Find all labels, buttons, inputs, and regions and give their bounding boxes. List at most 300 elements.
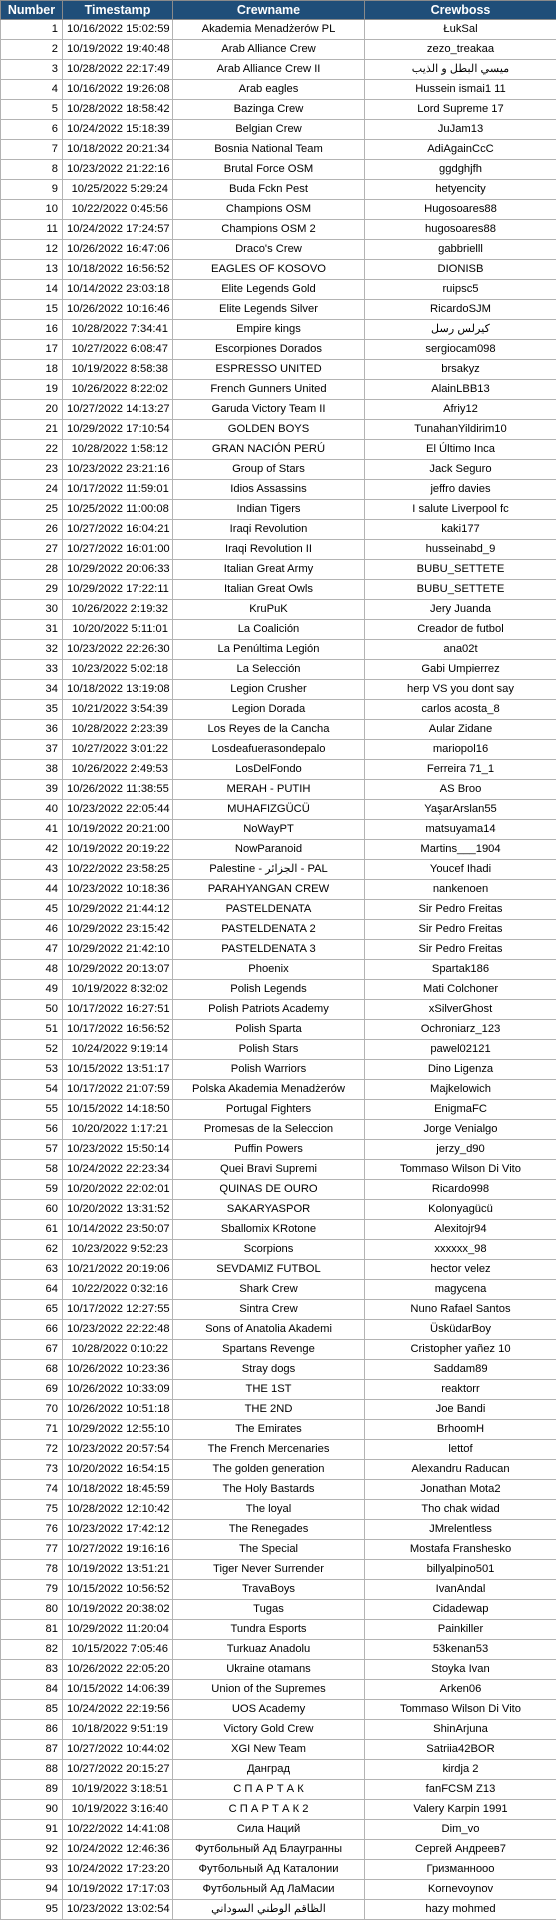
- cell-timestamp[interactable]: 10/22/2022 23:58:25: [63, 860, 173, 880]
- cell-crewboss[interactable]: كيرلس رسل: [365, 320, 556, 340]
- cell-number[interactable]: 75: [1, 1500, 63, 1520]
- cell-timestamp[interactable]: 10/24/2022 22:19:56: [63, 1700, 173, 1720]
- cell-number[interactable]: 4: [1, 80, 63, 100]
- cell-crewboss[interactable]: ميسي البطل و الذيب: [365, 60, 556, 80]
- cell-timestamp[interactable]: 10/28/2022 0:10:22: [63, 1340, 173, 1360]
- cell-crewname[interactable]: TravaBoys: [173, 1580, 365, 1600]
- cell-timestamp[interactable]: 10/26/2022 16:47:06: [63, 240, 173, 260]
- cell-number[interactable]: 92: [1, 1840, 63, 1860]
- cell-number[interactable]: 13: [1, 260, 63, 280]
- cell-crewname[interactable]: Ukraine otamans: [173, 1660, 365, 1680]
- cell-number[interactable]: 22: [1, 440, 63, 460]
- header-crewname[interactable]: Crewname: [173, 1, 365, 20]
- cell-crewboss[interactable]: jeffro davies: [365, 480, 556, 500]
- cell-crewname[interactable]: QUINAS DE OURO: [173, 1180, 365, 1200]
- cell-timestamp[interactable]: 10/15/2022 7:05:46: [63, 1640, 173, 1660]
- cell-crewboss[interactable]: hector velez: [365, 1260, 556, 1280]
- cell-crewboss[interactable]: hetyencity: [365, 180, 556, 200]
- cell-crewboss[interactable]: BUBU_SETTETE: [365, 560, 556, 580]
- cell-crewname[interactable]: Polish Warriors: [173, 1060, 365, 1080]
- cell-number[interactable]: 84: [1, 1680, 63, 1700]
- cell-timestamp[interactable]: 10/29/2022 21:44:12: [63, 900, 173, 920]
- cell-crewname[interactable]: Puffin Powers: [173, 1140, 365, 1160]
- cell-crewboss[interactable]: Ochroniarz_123: [365, 1020, 556, 1040]
- cell-crewboss[interactable]: Hugosoares88: [365, 200, 556, 220]
- cell-timestamp[interactable]: 10/27/2022 10:44:02: [63, 1740, 173, 1760]
- cell-number[interactable]: 19: [1, 380, 63, 400]
- cell-number[interactable]: 7: [1, 140, 63, 160]
- cell-crewname[interactable]: SAKARYASPOR: [173, 1200, 365, 1220]
- cell-timestamp[interactable]: 10/28/2022 22:17:49: [63, 60, 173, 80]
- cell-crewboss[interactable]: herp VS you dont say: [365, 680, 556, 700]
- cell-timestamp[interactable]: 10/29/2022 11:20:04: [63, 1620, 173, 1640]
- cell-crewname[interactable]: Indian Tigers: [173, 500, 365, 520]
- cell-timestamp[interactable]: 10/19/2022 3:18:51: [63, 1780, 173, 1800]
- cell-crewboss[interactable]: fanFCSM Z13: [365, 1780, 556, 1800]
- cell-timestamp[interactable]: 10/17/2022 12:27:55: [63, 1300, 173, 1320]
- cell-crewname[interactable]: LosDelFondo: [173, 760, 365, 780]
- cell-timestamp[interactable]: 10/20/2022 22:02:01: [63, 1180, 173, 1200]
- cell-crewboss[interactable]: Ferreira 71_1: [365, 760, 556, 780]
- cell-crewname[interactable]: Los Reyes de la Cancha: [173, 720, 365, 740]
- cell-number[interactable]: 74: [1, 1480, 63, 1500]
- cell-crewname[interactable]: Футбольный Ад ЛаМасии: [173, 1880, 365, 1900]
- cell-number[interactable]: 86: [1, 1720, 63, 1740]
- cell-crewname[interactable]: PASTELDENATA: [173, 900, 365, 920]
- cell-crewboss[interactable]: Painkiller: [365, 1620, 556, 1640]
- cell-crewboss[interactable]: reaktorr: [365, 1380, 556, 1400]
- cell-timestamp[interactable]: 10/20/2022 16:54:15: [63, 1460, 173, 1480]
- cell-number[interactable]: 2: [1, 40, 63, 60]
- cell-crewname[interactable]: Футбольный Ад Блаугранны: [173, 1840, 365, 1860]
- cell-crewname[interactable]: Shark Crew: [173, 1280, 365, 1300]
- cell-number[interactable]: 93: [1, 1860, 63, 1880]
- cell-timestamp[interactable]: 10/24/2022 22:23:34: [63, 1160, 173, 1180]
- cell-timestamp[interactable]: 10/18/2022 20:21:34: [63, 140, 173, 160]
- cell-crewboss[interactable]: Arken06: [365, 1680, 556, 1700]
- cell-crewboss[interactable]: Cristopher yañez 10: [365, 1340, 556, 1360]
- cell-number[interactable]: 41: [1, 820, 63, 840]
- cell-crewboss[interactable]: JuJam13: [365, 120, 556, 140]
- cell-timestamp[interactable]: 10/17/2022 16:27:51: [63, 1000, 173, 1020]
- cell-crewboss[interactable]: kirdja 2: [365, 1760, 556, 1780]
- cell-crewname[interactable]: Polish Sparta: [173, 1020, 365, 1040]
- cell-crewname[interactable]: Empire kings: [173, 320, 365, 340]
- cell-crewboss[interactable]: magycena: [365, 1280, 556, 1300]
- cell-crewboss[interactable]: Alexandru Raducan: [365, 1460, 556, 1480]
- cell-crewname[interactable]: Сила Наций: [173, 1820, 365, 1840]
- cell-crewname[interactable]: The Renegades: [173, 1520, 365, 1540]
- cell-crewname[interactable]: THE 1ST: [173, 1380, 365, 1400]
- cell-crewname[interactable]: Champions OSM: [173, 200, 365, 220]
- cell-timestamp[interactable]: 10/26/2022 2:49:53: [63, 760, 173, 780]
- cell-crewname[interactable]: Arab eagles: [173, 80, 365, 100]
- cell-number[interactable]: 28: [1, 560, 63, 580]
- cell-crewboss[interactable]: Hussein ismai1 11: [365, 80, 556, 100]
- cell-crewboss[interactable]: Gabi Umpierrez: [365, 660, 556, 680]
- cell-crewboss[interactable]: Majkelowich: [365, 1080, 556, 1100]
- cell-crewname[interactable]: The Emirates: [173, 1420, 365, 1440]
- cell-crewname[interactable]: Palestine - الجزائر - PAL: [173, 860, 365, 880]
- cell-crewboss[interactable]: Saddam89: [365, 1360, 556, 1380]
- cell-crewname[interactable]: MERAH - PUTIH: [173, 780, 365, 800]
- cell-timestamp[interactable]: 10/27/2022 19:16:16: [63, 1540, 173, 1560]
- cell-timestamp[interactable]: 10/23/2022 22:22:48: [63, 1320, 173, 1340]
- cell-number[interactable]: 61: [1, 1220, 63, 1240]
- cell-timestamp[interactable]: 10/23/2022 10:18:36: [63, 880, 173, 900]
- cell-crewname[interactable]: Elite Legends Gold: [173, 280, 365, 300]
- cell-crewname[interactable]: GRAN NACIÓN PERÚ: [173, 440, 365, 460]
- cell-timestamp[interactable]: 10/26/2022 2:19:32: [63, 600, 173, 620]
- cell-crewname[interactable]: Iraqi Revolution II: [173, 540, 365, 560]
- cell-crewboss[interactable]: Joe Bandi: [365, 1400, 556, 1420]
- cell-timestamp[interactable]: 10/14/2022 23:50:07: [63, 1220, 173, 1240]
- cell-number[interactable]: 11: [1, 220, 63, 240]
- cell-crewboss[interactable]: xxxxxx_98: [365, 1240, 556, 1260]
- cell-crewname[interactable]: KruPuK: [173, 600, 365, 620]
- cell-crewname[interactable]: С П А Р Т А К: [173, 1780, 365, 1800]
- cell-crewname[interactable]: La Penúltima Legión: [173, 640, 365, 660]
- cell-number[interactable]: 17: [1, 340, 63, 360]
- cell-crewname[interactable]: ESPRESSO UNITED: [173, 360, 365, 380]
- cell-crewname[interactable]: Italian Great Owls: [173, 580, 365, 600]
- cell-crewboss[interactable]: kaki177: [365, 520, 556, 540]
- cell-crewname[interactable]: La Coalición: [173, 620, 365, 640]
- cell-crewboss[interactable]: Spartak186: [365, 960, 556, 980]
- cell-timestamp[interactable]: 10/27/2022 3:01:22: [63, 740, 173, 760]
- cell-timestamp[interactable]: 10/17/2022 11:59:01: [63, 480, 173, 500]
- cell-number[interactable]: 91: [1, 1820, 63, 1840]
- cell-crewboss[interactable]: JMrelentless: [365, 1520, 556, 1540]
- cell-number[interactable]: 88: [1, 1760, 63, 1780]
- cell-timestamp[interactable]: 10/26/2022 10:16:46: [63, 300, 173, 320]
- cell-timestamp[interactable]: 10/23/2022 9:52:23: [63, 1240, 173, 1260]
- cell-number[interactable]: 65: [1, 1300, 63, 1320]
- cell-number[interactable]: 62: [1, 1240, 63, 1260]
- cell-timestamp[interactable]: 10/29/2022 20:06:33: [63, 560, 173, 580]
- header-crewboss[interactable]: Crewboss: [365, 1, 556, 20]
- cell-timestamp[interactable]: 10/21/2022 20:19:06: [63, 1260, 173, 1280]
- cell-number[interactable]: 73: [1, 1460, 63, 1480]
- cell-number[interactable]: 47: [1, 940, 63, 960]
- cell-crewname[interactable]: Sons of Anatolia Akademi: [173, 1320, 365, 1340]
- cell-crewboss[interactable]: ruipsc5: [365, 280, 556, 300]
- cell-crewboss[interactable]: Sir Pedro Freitas: [365, 900, 556, 920]
- cell-number[interactable]: 31: [1, 620, 63, 640]
- cell-timestamp[interactable]: 10/27/2022 14:13:27: [63, 400, 173, 420]
- cell-timestamp[interactable]: 10/26/2022 10:51:18: [63, 1400, 173, 1420]
- cell-timestamp[interactable]: 10/26/2022 10:23:36: [63, 1360, 173, 1380]
- cell-crewname[interactable]: La Selección: [173, 660, 365, 680]
- cell-crewboss[interactable]: Cidadewap: [365, 1600, 556, 1620]
- cell-timestamp[interactable]: 10/26/2022 8:22:02: [63, 380, 173, 400]
- cell-crewname[interactable]: Brutal Force OSM: [173, 160, 365, 180]
- cell-crewboss[interactable]: Jonathan Mota2: [365, 1480, 556, 1500]
- cell-number[interactable]: 82: [1, 1640, 63, 1660]
- cell-number[interactable]: 83: [1, 1660, 63, 1680]
- cell-number[interactable]: 56: [1, 1120, 63, 1140]
- cell-timestamp[interactable]: 10/22/2022 14:41:08: [63, 1820, 173, 1840]
- cell-crewboss[interactable]: Dim_vo: [365, 1820, 556, 1840]
- cell-crewboss[interactable]: AS Broo: [365, 780, 556, 800]
- cell-crewname[interactable]: The loyal: [173, 1500, 365, 1520]
- cell-crewname[interactable]: С П А Р Т А К 2: [173, 1800, 365, 1820]
- cell-crewboss[interactable]: Alexitojr94: [365, 1220, 556, 1240]
- cell-number[interactable]: 95: [1, 1900, 63, 1920]
- cell-timestamp[interactable]: 10/29/2022 12:55:10: [63, 1420, 173, 1440]
- cell-number[interactable]: 70: [1, 1400, 63, 1420]
- cell-number[interactable]: 34: [1, 680, 63, 700]
- cell-timestamp[interactable]: 10/28/2022 12:10:42: [63, 1500, 173, 1520]
- cell-crewname[interactable]: Garuda Victory Team II: [173, 400, 365, 420]
- cell-crewname[interactable]: The French Mercenaries: [173, 1440, 365, 1460]
- cell-crewboss[interactable]: sergiocam098: [365, 340, 556, 360]
- cell-timestamp[interactable]: 10/23/2022 5:02:18: [63, 660, 173, 680]
- cell-number[interactable]: 81: [1, 1620, 63, 1640]
- cell-crewname[interactable]: Turkuaz Anadolu: [173, 1640, 365, 1660]
- cell-number[interactable]: 5: [1, 100, 63, 120]
- cell-number[interactable]: 46: [1, 920, 63, 940]
- cell-crewboss[interactable]: I salute Liverpool fc: [365, 500, 556, 520]
- cell-number[interactable]: 38: [1, 760, 63, 780]
- cell-crewname[interactable]: Arab Alliance Crew II: [173, 60, 365, 80]
- cell-crewboss[interactable]: Sir Pedro Freitas: [365, 920, 556, 940]
- cell-crewname[interactable]: Idios Assassins: [173, 480, 365, 500]
- cell-crewboss[interactable]: ggdghjfh: [365, 160, 556, 180]
- cell-crewboss[interactable]: AdiAgainCcC: [365, 140, 556, 160]
- cell-timestamp[interactable]: 10/23/2022 20:57:54: [63, 1440, 173, 1460]
- cell-crewname[interactable]: The Holy Bastards: [173, 1480, 365, 1500]
- cell-number[interactable]: 6: [1, 120, 63, 140]
- cell-number[interactable]: 94: [1, 1880, 63, 1900]
- cell-number[interactable]: 18: [1, 360, 63, 380]
- cell-crewboss[interactable]: ÜsküdarBoy: [365, 1320, 556, 1340]
- cell-crewname[interactable]: Stray dogs: [173, 1360, 365, 1380]
- cell-crewboss[interactable]: Jery Juanda: [365, 600, 556, 620]
- cell-number[interactable]: 14: [1, 280, 63, 300]
- cell-crewboss[interactable]: Mati Colchoner: [365, 980, 556, 1000]
- cell-number[interactable]: 60: [1, 1200, 63, 1220]
- cell-crewboss[interactable]: pawel02121: [365, 1040, 556, 1060]
- cell-timestamp[interactable]: 10/18/2022 13:19:08: [63, 680, 173, 700]
- cell-timestamp[interactable]: 10/25/2022 11:00:08: [63, 500, 173, 520]
- cell-number[interactable]: 54: [1, 1080, 63, 1100]
- cell-crewname[interactable]: GOLDEN BOYS: [173, 420, 365, 440]
- cell-timestamp[interactable]: 10/15/2022 10:56:52: [63, 1580, 173, 1600]
- cell-timestamp[interactable]: 10/29/2022 20:13:07: [63, 960, 173, 980]
- cell-crewboss[interactable]: ŁukSal: [365, 20, 556, 40]
- cell-timestamp[interactable]: 10/19/2022 3:16:40: [63, 1800, 173, 1820]
- cell-crewname[interactable]: NowParanoid: [173, 840, 365, 860]
- cell-crewboss[interactable]: jerzy_d90: [365, 1140, 556, 1160]
- cell-number[interactable]: 26: [1, 520, 63, 540]
- cell-timestamp[interactable]: 10/21/2022 3:54:39: [63, 700, 173, 720]
- cell-crewname[interactable]: Akademia Menadżerów PL: [173, 20, 365, 40]
- cell-timestamp[interactable]: 10/16/2022 19:26:08: [63, 80, 173, 100]
- cell-crewboss[interactable]: Tommaso Wilson Di Vito: [365, 1700, 556, 1720]
- cell-crewboss[interactable]: Stoyka Ivan: [365, 1660, 556, 1680]
- cell-timestamp[interactable]: 10/23/2022 17:42:12: [63, 1520, 173, 1540]
- cell-number[interactable]: 27: [1, 540, 63, 560]
- cell-number[interactable]: 53: [1, 1060, 63, 1080]
- cell-crewboss[interactable]: Aular Zidane: [365, 720, 556, 740]
- cell-number[interactable]: 72: [1, 1440, 63, 1460]
- cell-number[interactable]: 44: [1, 880, 63, 900]
- cell-timestamp[interactable]: 10/28/2022 7:34:41: [63, 320, 173, 340]
- cell-number[interactable]: 63: [1, 1260, 63, 1280]
- cell-number[interactable]: 35: [1, 700, 63, 720]
- cell-crewboss[interactable]: Tho chak widad: [365, 1500, 556, 1520]
- cell-number[interactable]: 71: [1, 1420, 63, 1440]
- cell-timestamp[interactable]: 10/26/2022 22:05:20: [63, 1660, 173, 1680]
- cell-number[interactable]: 85: [1, 1700, 63, 1720]
- cell-crewname[interactable]: Victory Gold Crew: [173, 1720, 365, 1740]
- cell-crewboss[interactable]: Kolonyagücü: [365, 1200, 556, 1220]
- cell-number[interactable]: 25: [1, 500, 63, 520]
- cell-crewname[interactable]: French Gunners United: [173, 380, 365, 400]
- cell-number[interactable]: 24: [1, 480, 63, 500]
- cell-number[interactable]: 77: [1, 1540, 63, 1560]
- cell-crewname[interactable]: Champions OSM 2: [173, 220, 365, 240]
- cell-crewboss[interactable]: Lord Supreme 17: [365, 100, 556, 120]
- cell-timestamp[interactable]: 10/26/2022 10:33:09: [63, 1380, 173, 1400]
- cell-number[interactable]: 76: [1, 1520, 63, 1540]
- cell-crewname[interactable]: Losdeafuerasondepalo: [173, 740, 365, 760]
- cell-crewname[interactable]: Sintra Crew: [173, 1300, 365, 1320]
- cell-crewname[interactable]: Sballomix KRotone: [173, 1220, 365, 1240]
- cell-crewboss[interactable]: Nuno Rafael Santos: [365, 1300, 556, 1320]
- cell-crewname[interactable]: THE 2ND: [173, 1400, 365, 1420]
- cell-number[interactable]: 36: [1, 720, 63, 740]
- cell-crewname[interactable]: Legion Dorada: [173, 700, 365, 720]
- cell-number[interactable]: 10: [1, 200, 63, 220]
- cell-number[interactable]: 21: [1, 420, 63, 440]
- cell-timestamp[interactable]: 10/27/2022 16:04:21: [63, 520, 173, 540]
- cell-crewname[interactable]: Tiger Never Surrender: [173, 1560, 365, 1580]
- cell-timestamp[interactable]: 10/29/2022 23:15:42: [63, 920, 173, 940]
- cell-crewboss[interactable]: Afriy12: [365, 400, 556, 420]
- cell-number[interactable]: 43: [1, 860, 63, 880]
- cell-crewname[interactable]: Arab Alliance Crew: [173, 40, 365, 60]
- cell-timestamp[interactable]: 10/23/2022 21:22:16: [63, 160, 173, 180]
- cell-timestamp[interactable]: 10/19/2022 20:38:02: [63, 1600, 173, 1620]
- cell-crewboss[interactable]: BUBU_SETTETE: [365, 580, 556, 600]
- cell-crewboss[interactable]: husseinabd_9: [365, 540, 556, 560]
- cell-number[interactable]: 8: [1, 160, 63, 180]
- cell-timestamp[interactable]: 10/24/2022 17:23:20: [63, 1860, 173, 1880]
- cell-timestamp[interactable]: 10/19/2022 20:21:00: [63, 820, 173, 840]
- cell-timestamp[interactable]: 10/27/2022 6:08:47: [63, 340, 173, 360]
- cell-timestamp[interactable]: 10/23/2022 13:02:54: [63, 1900, 173, 1920]
- cell-crewboss[interactable]: ShinArjuna: [365, 1720, 556, 1740]
- cell-crewboss[interactable]: carlos acosta_8: [365, 700, 556, 720]
- cell-timestamp[interactable]: 10/14/2022 23:03:18: [63, 280, 173, 300]
- cell-timestamp[interactable]: 10/22/2022 0:45:56: [63, 200, 173, 220]
- cell-crewname[interactable]: SEVDAMIZ FUTBOL: [173, 1260, 365, 1280]
- cell-number[interactable]: 64: [1, 1280, 63, 1300]
- cell-timestamp[interactable]: 10/25/2022 5:29:24: [63, 180, 173, 200]
- cell-timestamp[interactable]: 10/22/2022 0:32:16: [63, 1280, 173, 1300]
- cell-crewname[interactable]: XGI New Team: [173, 1740, 365, 1760]
- cell-timestamp[interactable]: 10/15/2022 14:06:39: [63, 1680, 173, 1700]
- cell-crewboss[interactable]: Sir Pedro Freitas: [365, 940, 556, 960]
- cell-number[interactable]: 12: [1, 240, 63, 260]
- cell-number[interactable]: 16: [1, 320, 63, 340]
- cell-crewname[interactable]: Belgian Crew: [173, 120, 365, 140]
- cell-number[interactable]: 42: [1, 840, 63, 860]
- cell-timestamp[interactable]: 10/29/2022 17:22:11: [63, 580, 173, 600]
- cell-timestamp[interactable]: 10/16/2022 15:02:59: [63, 20, 173, 40]
- cell-number[interactable]: 37: [1, 740, 63, 760]
- cell-crewname[interactable]: EAGLES OF KOSOVO: [173, 260, 365, 280]
- cell-number[interactable]: 57: [1, 1140, 63, 1160]
- cell-crewboss[interactable]: Dino Ligenza: [365, 1060, 556, 1080]
- cell-crewname[interactable]: Italian Great Army: [173, 560, 365, 580]
- cell-crewboss[interactable]: Valery Karpin 1991: [365, 1800, 556, 1820]
- cell-timestamp[interactable]: 10/23/2022 23:21:16: [63, 460, 173, 480]
- cell-timestamp[interactable]: 10/20/2022 13:31:52: [63, 1200, 173, 1220]
- cell-timestamp[interactable]: 10/19/2022 17:17:03: [63, 1880, 173, 1900]
- header-timestamp[interactable]: Timestamp: [63, 1, 173, 20]
- cell-crewname[interactable]: Phoenix: [173, 960, 365, 980]
- cell-crewname[interactable]: Promesas de la Seleccion: [173, 1120, 365, 1140]
- cell-crewboss[interactable]: Сергей Андреев7: [365, 1840, 556, 1860]
- cell-crewboss[interactable]: brsakyz: [365, 360, 556, 380]
- cell-crewname[interactable]: UOS Academy: [173, 1700, 365, 1720]
- cell-crewboss[interactable]: 53kenan53: [365, 1640, 556, 1660]
- cell-crewname[interactable]: Scorpions: [173, 1240, 365, 1260]
- cell-crewboss[interactable]: TunahanYildirim10: [365, 420, 556, 440]
- cell-number[interactable]: 49: [1, 980, 63, 1000]
- cell-number[interactable]: 78: [1, 1560, 63, 1580]
- cell-timestamp[interactable]: 10/24/2022 12:46:36: [63, 1840, 173, 1860]
- cell-number[interactable]: 59: [1, 1180, 63, 1200]
- cell-crewname[interactable]: Tundra Esports: [173, 1620, 365, 1640]
- cell-crewname[interactable]: Футбольный Ад Каталонии: [173, 1860, 365, 1880]
- cell-number[interactable]: 58: [1, 1160, 63, 1180]
- cell-timestamp[interactable]: 10/27/2022 20:15:27: [63, 1760, 173, 1780]
- cell-crewname[interactable]: Legion Crusher: [173, 680, 365, 700]
- cell-crewname[interactable]: Escorpiones Dorados: [173, 340, 365, 360]
- cell-crewname[interactable]: Polska Akademia Menadżerów: [173, 1080, 365, 1100]
- cell-timestamp[interactable]: 10/26/2022 11:38:55: [63, 780, 173, 800]
- cell-timestamp[interactable]: 10/29/2022 17:10:54: [63, 420, 173, 440]
- cell-crewboss[interactable]: gabbrielll: [365, 240, 556, 260]
- cell-crewname[interactable]: NoWayPT: [173, 820, 365, 840]
- cell-crewboss[interactable]: Youcef Ihadi: [365, 860, 556, 880]
- cell-number[interactable]: 33: [1, 660, 63, 680]
- cell-timestamp[interactable]: 10/17/2022 16:56:52: [63, 1020, 173, 1040]
- cell-crewboss[interactable]: Martins___1904: [365, 840, 556, 860]
- cell-crewname[interactable]: Spartans Revenge: [173, 1340, 365, 1360]
- cell-number[interactable]: 23: [1, 460, 63, 480]
- cell-crewname[interactable]: The Special: [173, 1540, 365, 1560]
- cell-crewboss[interactable]: lettof: [365, 1440, 556, 1460]
- cell-timestamp[interactable]: 10/23/2022 22:05:44: [63, 800, 173, 820]
- cell-crewname[interactable]: Draco's Crew: [173, 240, 365, 260]
- cell-number[interactable]: 52: [1, 1040, 63, 1060]
- cell-crewname[interactable]: Polish Patriots Academy: [173, 1000, 365, 1020]
- cell-crewboss[interactable]: Jorge Venialgo: [365, 1120, 556, 1140]
- cell-timestamp[interactable]: 10/24/2022 9:19:14: [63, 1040, 173, 1060]
- cell-crewboss[interactable]: Jack Seguro: [365, 460, 556, 480]
- cell-timestamp[interactable]: 10/29/2022 21:42:10: [63, 940, 173, 960]
- cell-number[interactable]: 30: [1, 600, 63, 620]
- cell-timestamp[interactable]: 10/18/2022 9:51:19: [63, 1720, 173, 1740]
- cell-crewname[interactable]: Данград: [173, 1760, 365, 1780]
- cell-crewboss[interactable]: DIONISB: [365, 260, 556, 280]
- cell-number[interactable]: 48: [1, 960, 63, 980]
